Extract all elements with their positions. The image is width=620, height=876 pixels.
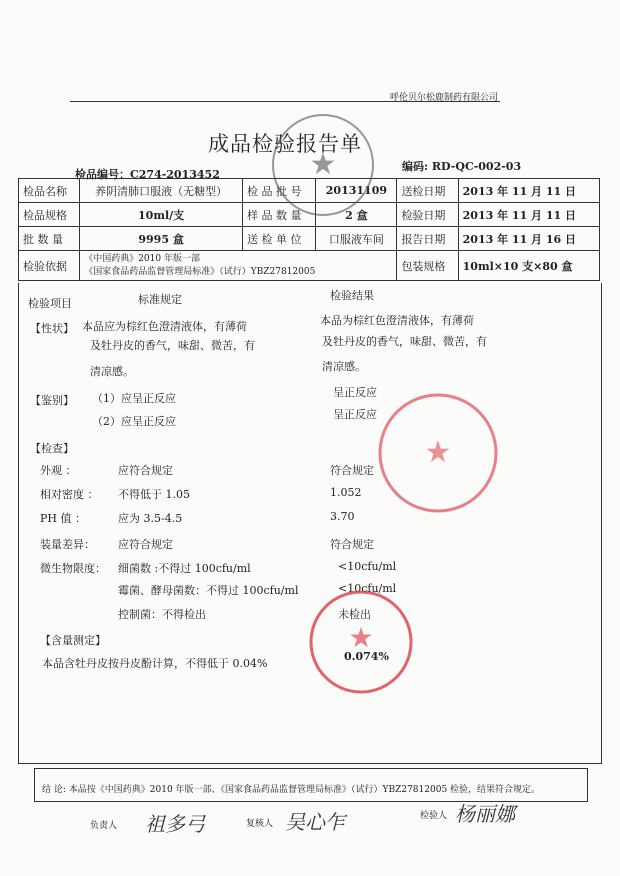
traits-result: 本品为棕红色澄清液体，有薄荷 [320, 314, 474, 327]
header-item: 检验项目 [28, 297, 72, 310]
name: 养阴清肺口服液（无糖型） [80, 179, 243, 203]
check-res: <10cfu/ml [338, 582, 397, 595]
traits-label: 【性状】 [30, 322, 74, 335]
report-date-label: 报告日期 [397, 227, 458, 251]
spec-label: 检品规格 [19, 203, 80, 227]
header-standard: 标准规定 [138, 293, 182, 306]
check-std: 不得低于 1.05 [118, 488, 190, 501]
send-date-label: 送检日期 [397, 179, 458, 203]
reviewer-signature: 吴心乍 [285, 810, 345, 834]
test-date-label: 检验日期 [397, 203, 458, 227]
sample-no-label: 检品编号： [75, 168, 130, 181]
check-item: 装量差异： [40, 538, 95, 551]
check-std: 应为 3.5-4.5 [118, 512, 183, 525]
traits-std: 及牡丹皮的香气，味甜、微苦，有 [90, 339, 255, 352]
star-icon: ★ [309, 147, 337, 182]
report-date: 2013 年 11 月 16 日 [458, 227, 599, 251]
check-std: 应符合规定 [118, 538, 173, 551]
assay-std: 本品含牡丹皮按丹皮酚计算，不得低于 0.04% [42, 657, 268, 670]
check-std: 霉菌、酵母菌数：不得过 100cfu/ml [118, 584, 299, 597]
name-label: 检品名称 [19, 179, 80, 203]
code-label: 编码: [402, 160, 429, 173]
page-title: 成品检验报告单 [208, 132, 362, 156]
check-item: 相对密度 ： [40, 488, 99, 501]
basis-1: 《中国药典》2010 年版一部 [84, 253, 200, 264]
check-res: 3.70 [330, 510, 355, 523]
batch-qty: 9995 盒 [80, 227, 243, 251]
test-date: 2013 年 11 月 11 日 [458, 203, 599, 227]
unit: 口服液车间 [316, 227, 397, 251]
traits-result: 清凉感。 [322, 360, 366, 373]
check-res: 符合规定 [330, 464, 374, 477]
traits-std: 本品应为棕红色澄清液体，有薄荷 [82, 320, 247, 333]
check-label: 【检查】 [30, 442, 74, 455]
check-res: 未检出 [338, 608, 371, 621]
ident-result: 呈正反应 [333, 408, 377, 421]
responsible-label: 负责人 [90, 821, 118, 831]
assay-result: 0.074% [344, 650, 389, 663]
inspector-signature: 杨丽娜 [455, 802, 515, 826]
check-res: <10cfu/ml [338, 560, 397, 573]
check-item: 外观 ： [40, 464, 77, 477]
check-res: 1.052 [330, 486, 362, 499]
batch-label: 检 品 批 号 [243, 179, 316, 203]
basis-2: 《国家食品药品监督管理局标准》（试行）YBZ27812005 [84, 266, 316, 277]
conclusion-label: 结 论: [42, 785, 66, 795]
ident-std: （2）应呈正反应 [92, 415, 176, 428]
check-item: 微生物限度： [40, 562, 106, 575]
ident-label: 【鉴别】 [30, 394, 74, 407]
check-std: 应符合规定 [118, 464, 173, 477]
check-item: PH 值 ： [40, 512, 86, 525]
star-icon: ★ [348, 621, 374, 654]
check-res: 符合规定 [330, 538, 374, 551]
unit-label: 送 检 单 位 [243, 227, 316, 251]
reviewer-label: 复核人 [246, 819, 274, 829]
assay-label: 【含量测定】 [40, 634, 106, 647]
pack: 10ml×10 支×80 盒 [458, 251, 599, 281]
ident-std: （1）应呈正反应 [92, 392, 176, 405]
info-table [18, 178, 600, 281]
spec: 10ml/支 [80, 203, 243, 227]
company-name: 呼伦贝尔松鹿制药有限公司 [390, 93, 499, 103]
responsible-signature: 祖多弓 [145, 812, 205, 836]
code: RD-QC-002-03 [431, 160, 522, 173]
send-date: 2013 年 11 月 11 日 [458, 179, 599, 203]
check-std: 细菌数 :不得过 100cfu/ml [118, 562, 251, 575]
sample-no: C274-2013452 [130, 168, 220, 181]
qty-label: 样 品 数 量 [243, 203, 316, 227]
header-rule [70, 101, 500, 102]
traits-std: 清凉感。 [90, 365, 134, 378]
batch: 20131109 [316, 179, 397, 203]
header-result: 检验结果 [330, 289, 374, 302]
star-icon: ★ [424, 435, 452, 470]
traits-result: 及牡丹皮的香气，味甜、微苦，有 [322, 335, 487, 348]
results-box [18, 283, 602, 764]
batch-qty-label: 批 数 量 [19, 227, 80, 251]
conclusion-text: 本品按《中国药典》2010 年版一部、《国家食品药品监督管理局标准》（试行）YBZ27812005 检验，结果符合规定。 [68, 785, 541, 795]
inspector-label: 检验人 [420, 811, 448, 821]
qty: 2 盒 [316, 203, 397, 227]
basis-label: 检验依据 [19, 251, 80, 281]
check-std: 控制菌：不得检出 [118, 608, 206, 621]
ident-result: 呈正反应 [333, 386, 377, 399]
pack-label: 包装规格 [397, 251, 458, 281]
